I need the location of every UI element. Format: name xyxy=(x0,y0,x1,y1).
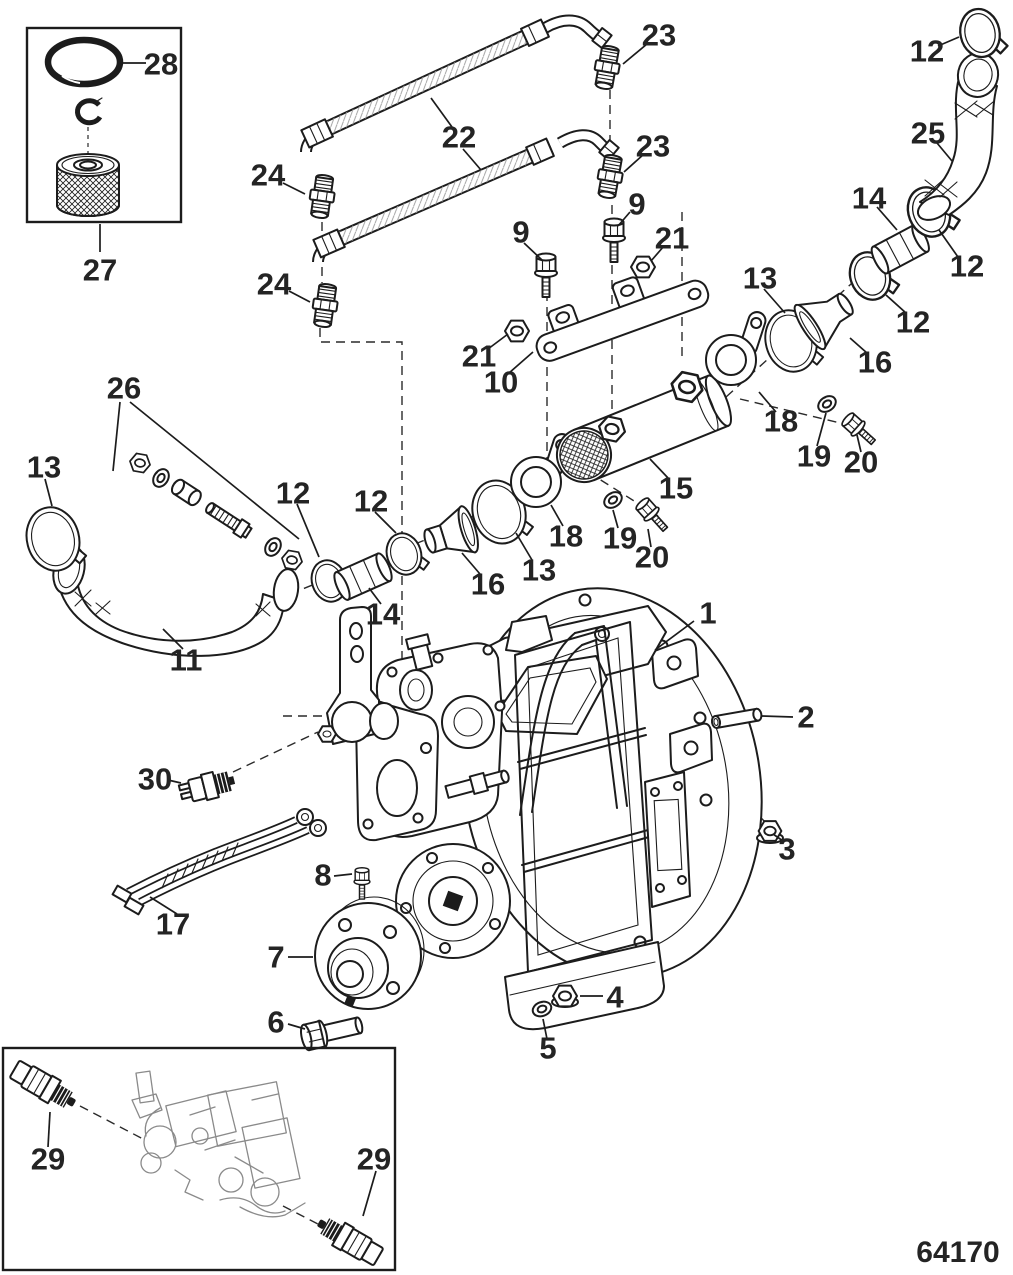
oil-filter-element-27 xyxy=(57,154,119,216)
callout-label-23-5: 23 xyxy=(635,128,671,164)
callout-label-12-30: 12 xyxy=(275,475,311,511)
callout-label-28-0: 28 xyxy=(143,46,179,82)
callout-label-12-16: 12 xyxy=(949,248,985,284)
callout-label-14-32: 14 xyxy=(365,596,401,632)
callout-label-19-25: 19 xyxy=(602,520,638,556)
callout-label-10-12: 10 xyxy=(483,364,519,400)
callout-label-27-1: 27 xyxy=(82,252,118,288)
callout-label-21-11: 21 xyxy=(461,338,497,374)
callout-label-13-29: 13 xyxy=(26,449,62,485)
callout-label-14-15: 14 xyxy=(851,180,887,216)
callout-label-30-37: 30 xyxy=(137,761,173,797)
callout-label-13-27: 13 xyxy=(521,552,557,588)
callout-leader-2 xyxy=(762,716,793,717)
callout-label-4-42: 4 xyxy=(606,979,624,1015)
callout-label-6-41: 6 xyxy=(267,1004,285,1040)
callout-label-21-10: 21 xyxy=(654,220,690,256)
callout-label-16-28: 16 xyxy=(470,566,506,602)
callout-label-29-45: 29 xyxy=(356,1141,392,1177)
callout-label-2-35: 2 xyxy=(797,699,815,735)
callout-label-29-44: 29 xyxy=(30,1141,66,1177)
callout-label-20-22: 20 xyxy=(843,444,879,480)
callout-label-3-36: 3 xyxy=(778,831,796,867)
callout-label-11-33: 11 xyxy=(169,642,203,678)
callout-label-20-26: 20 xyxy=(634,539,670,575)
callout-label-25-14: 25 xyxy=(910,115,946,151)
callout-label-19-21: 19 xyxy=(796,438,832,474)
callout-label-24-7: 24 xyxy=(256,266,292,302)
callout-label-18-20: 18 xyxy=(763,403,799,439)
callout-label-12-17: 12 xyxy=(895,304,931,340)
callout-label-9-8: 9 xyxy=(512,214,530,250)
callout-label-22-3: 22 xyxy=(441,119,477,155)
callout-label-12-13: 12 xyxy=(909,33,945,69)
callout-label-17-38: 17 xyxy=(155,906,191,942)
callout-label-1-34: 1 xyxy=(699,595,717,631)
callout-label-9-9: 9 xyxy=(628,186,646,222)
callout-label-18-24: 18 xyxy=(548,518,584,554)
callout-label-23-4: 23 xyxy=(641,17,677,53)
callout-label-24-6: 24 xyxy=(250,157,286,193)
callout-label-16-18: 16 xyxy=(857,344,893,380)
callout-label-26-2: 26 xyxy=(106,370,142,406)
drawing-number: 64170 xyxy=(916,1236,1000,1269)
callout-label-12-31: 12 xyxy=(353,483,389,519)
callout-label-7-40: 7 xyxy=(267,939,285,975)
callout-label-13-19: 13 xyxy=(742,260,778,296)
callout-label-5-43: 5 xyxy=(539,1030,557,1066)
callout-label-15-23: 15 xyxy=(658,470,694,506)
nut-21-left xyxy=(505,321,529,342)
callout-label-8-39: 8 xyxy=(314,857,332,893)
